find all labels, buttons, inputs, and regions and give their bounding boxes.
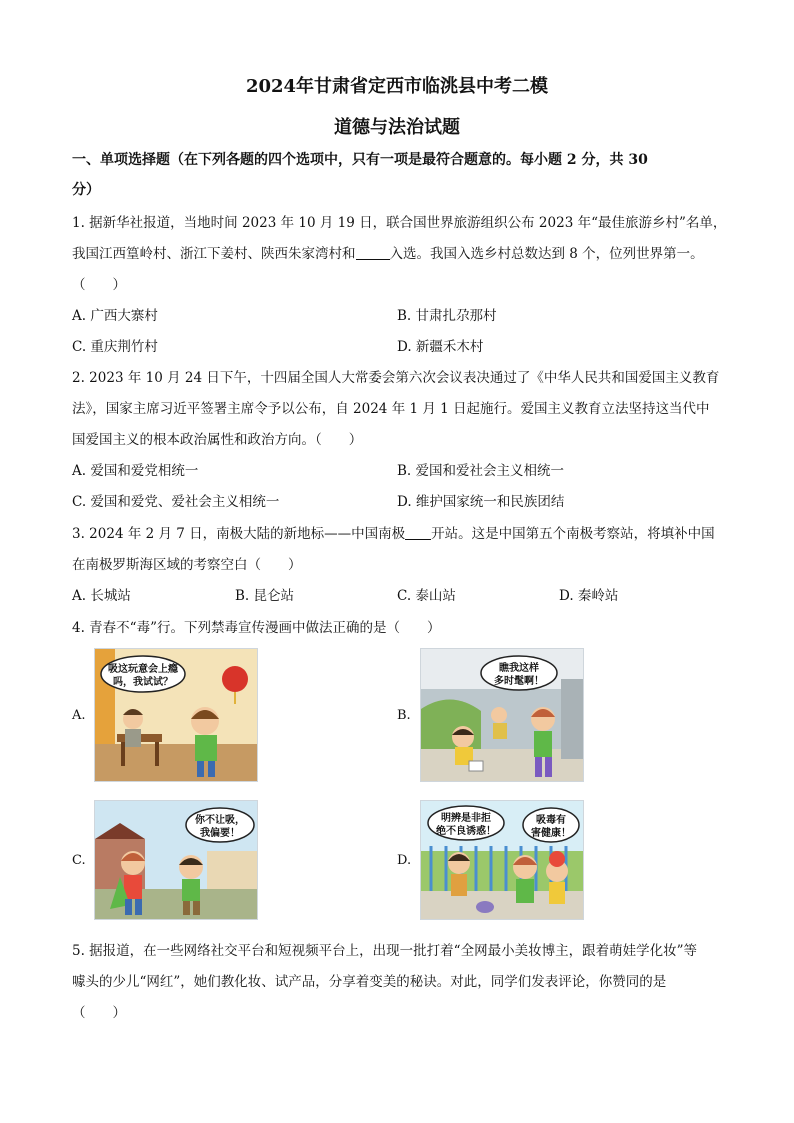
cartoon-d-drawing xyxy=(421,801,583,919)
answer-parentheses: （ ） xyxy=(72,1005,126,1021)
option-a-label[interactable]: A. xyxy=(72,708,86,723)
question-2-stem-line3: 国爱国主义的根本政治属性和政治方向。（ ） xyxy=(72,432,363,448)
question-3-text: 3. 2024 年 2 月 7 日，南极大陆的新地标——中国南极 xyxy=(72,526,406,542)
question-2-stem: 2. 2023 年 10 月 24 日下午，十四届全国人大常委会第六次会议表决通过了《中华人民共和国爱国主义教育 xyxy=(72,370,720,386)
option-d[interactable]: D. 新疆禾木村 xyxy=(397,339,484,355)
question-1-text-cont: 入选。我国入选乡村总数达到 8 个，位列世界第一。 xyxy=(389,246,704,262)
option-c[interactable]: C. 爱国和爱党、爱社会主义相统一 xyxy=(72,494,280,510)
cartoon-c-image[interactable] xyxy=(94,800,258,920)
cartoon-d-image[interactable] xyxy=(420,800,584,920)
page-subtitle: 道德与法治试题 xyxy=(334,117,460,138)
option-c[interactable]: C. 重庆荆竹村 xyxy=(72,339,158,355)
question-4-stem: 4. 青春不“毒”行。下列禁毒宣传漫画中做法正确的是（ ） xyxy=(72,620,441,636)
speech-bubble-a-line1: 吸这玩意会上瘾 xyxy=(108,664,178,675)
speech-bubble-b-line1: 瞧我这样 xyxy=(499,663,539,674)
option-b-label[interactable]: B. xyxy=(397,708,411,723)
option-d-label[interactable]: D. xyxy=(397,853,412,868)
option-c[interactable]: C. 泰山站 xyxy=(397,588,456,604)
question-3-stem xyxy=(72,524,732,544)
speech-bubble-d2-line1: 吸毒有 xyxy=(536,815,566,826)
option-a[interactable]: A. 广西大寨村 xyxy=(72,308,158,324)
question-5-stem: 5. 据报道，在一些网络社交平台和短视频平台上，出现一批打着“全网最小美妆博主，跟着萌娃学化妆”等 xyxy=(72,943,697,959)
speech-bubble-d1-line1: 明辨是非拒 xyxy=(441,813,491,824)
option-a[interactable]: A. 长城站 xyxy=(72,588,131,604)
option-d[interactable]: D. 秦岭站 xyxy=(559,588,619,604)
cartoon-a-drawing xyxy=(95,649,257,781)
question-1-stem: 1. 据新华社报道，当地时间 2023 年 10 月 19 日，联合国世界旅游组织公布 2023 年“最佳旅游乡村”名单， xyxy=(72,215,727,231)
question-5-stem-line2: 噱头的少儿“网红”，她们教化妆、试产品，分享着变美的秘诀。对此，同学们发表评论，你赞同的是 xyxy=(72,974,667,990)
question-1-stem-line2 xyxy=(72,244,732,264)
question-3-stem-line2: 在南极罗斯海区域的考察空白（ ） xyxy=(72,557,302,573)
page-title: 2024年甘肃省定西市临洮县中考二模 xyxy=(245,76,549,97)
option-c-label[interactable]: C. xyxy=(72,853,86,868)
question-3-text-cont: 开站。这是中国第五个南极考察站，将填补中国 xyxy=(431,526,715,542)
speech-bubble-d2-line2: 害健康！ xyxy=(531,828,571,839)
cartoon-b-drawing xyxy=(421,649,583,781)
option-a[interactable]: A. 爱国和爱党相统一 xyxy=(72,463,199,479)
option-b[interactable]: B. 甘肃扎尕那村 xyxy=(397,308,497,324)
speech-bubble-c-line2: 我偏要！ xyxy=(200,828,240,839)
answer-parentheses: （ ） xyxy=(72,277,126,293)
cartoon-a-image[interactable] xyxy=(94,648,258,782)
question-2-stem-line2: 法》，国家主席习近平签署主席令予以公布，自 2024 年 1 月 1 日起施行。爱国主义教育立法坚持这当代中 xyxy=(72,401,710,417)
option-b[interactable]: B. 爱国和爱社会主义相统一 xyxy=(397,463,565,479)
answer-blank xyxy=(405,525,431,540)
cartoon-b-image[interactable] xyxy=(420,648,584,782)
speech-bubble-d1-line2: 绝不良诱惑！ xyxy=(436,826,496,837)
speech-bubble-c-line1: 你不让吸， xyxy=(195,815,245,826)
option-b[interactable]: B. 昆仑站 xyxy=(235,588,295,604)
cartoon-c-drawing xyxy=(95,801,257,919)
speech-bubble-b-line2: 多时髦啊！ xyxy=(494,676,544,687)
speech-bubble-a-line2: 吗，我试试？ xyxy=(113,677,173,688)
option-d[interactable]: D. 维护国家统一和民族团结 xyxy=(397,494,565,510)
section-heading: 一、单项选择题（在下列各题的四个选项中，只有一项是最符合题意的。每小题 2 分，共 30 xyxy=(72,152,648,168)
question-1-text: 我国江西篁岭村、浙江下姜村、陕西朱家湾村和 xyxy=(72,246,356,262)
answer-blank xyxy=(356,245,390,260)
section-heading-cont: 分） xyxy=(72,182,100,198)
